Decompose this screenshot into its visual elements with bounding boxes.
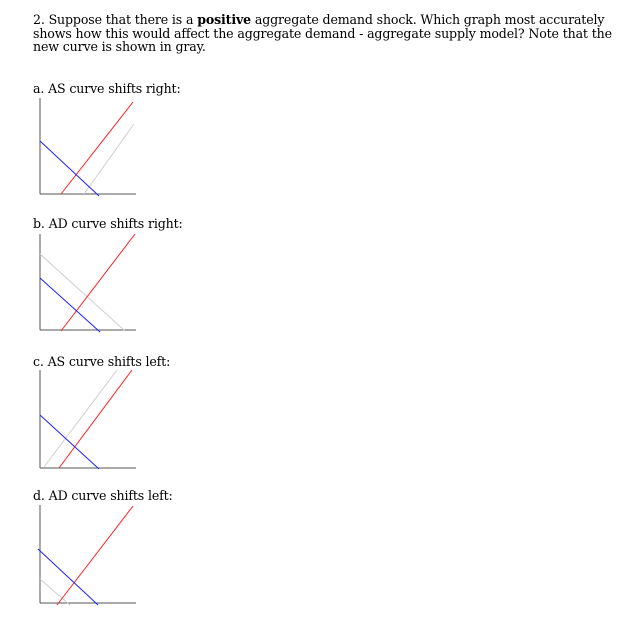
question-prefix: 2. Suppose that there is a: [33, 12, 198, 27]
question-emphasis: positive: [197, 12, 251, 27]
new-ad-curve: [40, 254, 125, 331]
option-c-label: c. AS curve shifts left:: [33, 354, 171, 369]
option-b-graph: [30, 234, 140, 336]
option-b-label: b. AD curve shifts right:: [33, 216, 183, 231]
as-curve: [61, 102, 133, 194]
question-text: [33, 13, 623, 54]
new-ad-curve: [40, 579, 70, 605]
as-curve: [57, 506, 133, 605]
new-as-curve: [84, 124, 134, 194]
as-curve: [59, 370, 132, 468]
option-a-graph: [30, 98, 140, 200]
option-d-graph: [30, 505, 140, 607]
option-d-label: d. AD curve shifts left:: [33, 488, 173, 503]
question-suffix: aggregate demand shock. Which graph most accurately shows how this would affect the aggregate demand - aggregate supply model? Note that the new curve is shown in gray.: [33, 12, 612, 55]
option-a-label: a. AS curve shifts right:: [33, 81, 181, 96]
option-c-graph: [30, 370, 140, 472]
ad-curve: [40, 278, 100, 332]
ad-curve: [40, 141, 99, 196]
ad-curve: [38, 549, 98, 605]
